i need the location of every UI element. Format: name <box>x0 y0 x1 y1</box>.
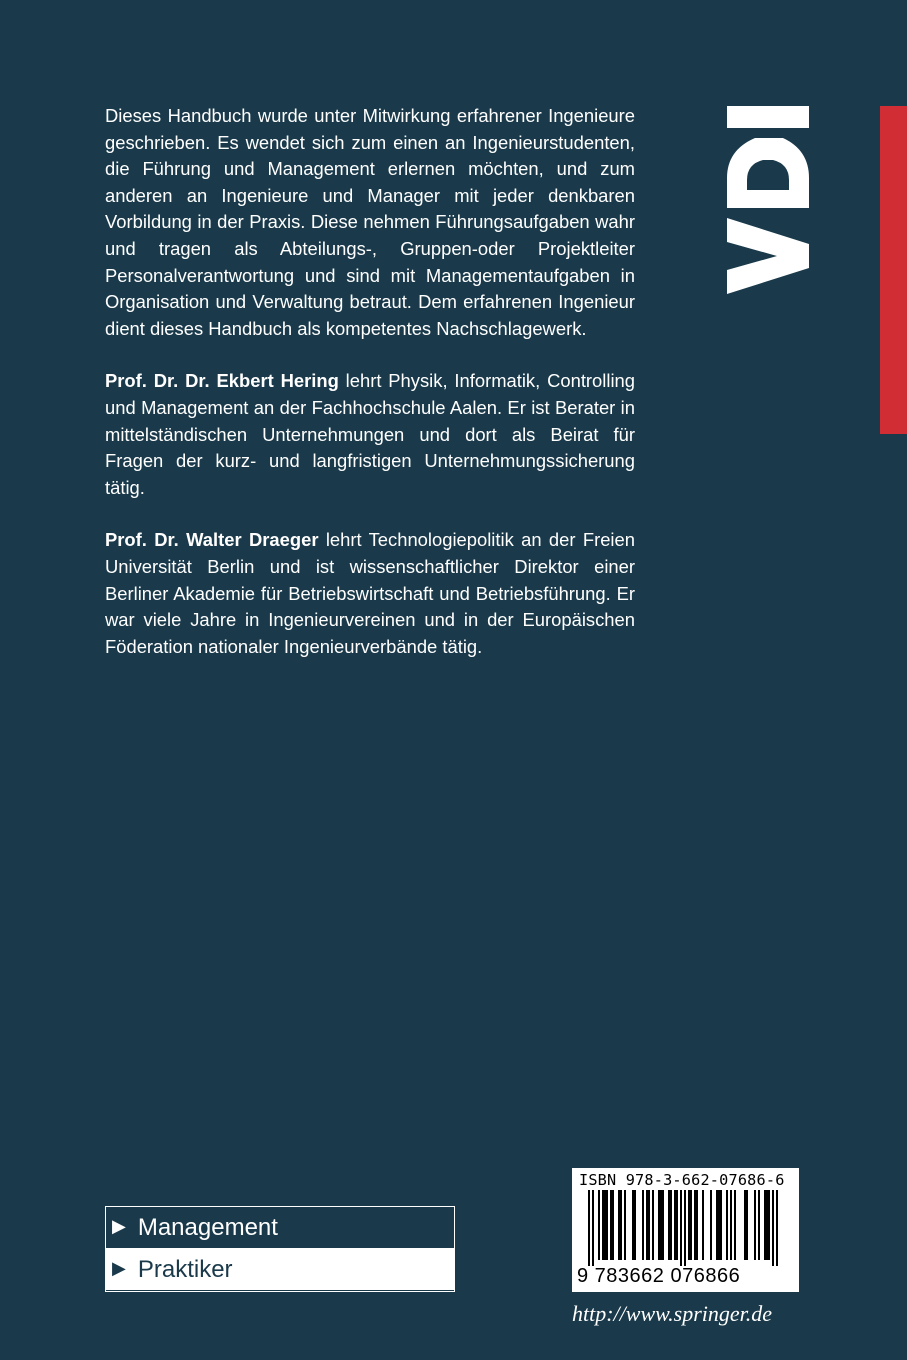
barcode-bar <box>710 1190 712 1260</box>
series-label: Praktiker <box>137 1255 233 1283</box>
author-name: Prof. Dr. Walter Draeger <box>105 529 319 551</box>
barcode-bar <box>688 1190 692 1260</box>
publisher-url: http://www.springer.de <box>572 1301 773 1326</box>
barcode-bar <box>602 1190 608 1260</box>
back-cover-text <box>105 103 635 686</box>
barcode-bar <box>646 1190 650 1260</box>
series-item-management <box>106 1207 454 1249</box>
barcode-bar <box>754 1190 756 1260</box>
barcode-bar <box>734 1190 736 1260</box>
barcode-bar <box>744 1190 748 1260</box>
barcode-bar <box>668 1190 672 1260</box>
author-bio: lehrt Technologiepolitik an der Freien Universität Berlin und ist wissenschaftlicher Direktor einer Berliner Akademie für Betriebswirtschaft und Betriebsführung. Er war viele Jahre in Ingenieurvereinen und in der Europäischen Föderation nationaler Ingenieurverbände tätig. <box>105 529 635 657</box>
barcode-bar <box>658 1190 664 1260</box>
barcode-bar <box>588 1190 590 1266</box>
author-bio-draeger <box>105 527 635 660</box>
barcode-bar <box>772 1190 774 1266</box>
barcode-bar <box>684 1190 686 1266</box>
barcode-bar <box>758 1190 760 1260</box>
barcode-bar <box>716 1190 722 1260</box>
barcode-bar <box>776 1190 778 1266</box>
barcode-bar <box>624 1190 626 1260</box>
barcode-bar <box>730 1190 732 1260</box>
barcode-bar <box>694 1190 698 1260</box>
author-bio-hering <box>105 368 635 501</box>
barcode-bar <box>598 1190 600 1260</box>
triangle-right-icon: ▶ <box>112 1216 126 1236</box>
author-bio: lehrt Physik, Informatik, Controlling und Management an der Fachhochschule Aalen. Er ist Berater in mittelständischen Unternehmungen und dort als Beirat für Fragen der kurz- und langfristigen Unternehmungssicherung tätig. <box>105 370 635 498</box>
series-item-praktiker <box>106 1249 454 1290</box>
barcode-bar <box>610 1190 614 1260</box>
description-paragraph: Dieses Handbuch wurde unter Mitwirkung erfahrener Ingenieure geschrieben. Es wendet sich zum einen an Ingenieurstudenten, die Führung und Management erlernen möchten, und zum anderen an Ingenieure und Manager mit jeder denkbaren Vorbildung in der Praxis. Diese nehmen Führungsaufgaben wahr und tragen als Abteilungs-, Gruppen-oder Projektleiter Personalverantwortung und sind mit Managementaufgaben in Organisation und Verwaltung betraut. Dem erfahrenen Ingenieur dient dieses Handbuch als kompetentes Nachschlagewerk. <box>105 105 635 339</box>
barcode-bar <box>702 1190 704 1260</box>
vdi-logo <box>727 106 809 294</box>
barcode-bar <box>726 1190 728 1260</box>
isbn-digits: 9 783662 076866 <box>577 1265 741 1287</box>
isbn-label: ISBN 978-3-662-07686-6 <box>579 1171 785 1189</box>
barcode-bar <box>674 1190 678 1260</box>
barcode-bars <box>578 1190 796 1266</box>
isbn-barcode <box>572 1168 799 1292</box>
barcode-bar <box>652 1190 654 1260</box>
barcode-bar <box>632 1190 636 1260</box>
series-box <box>105 1206 455 1292</box>
barcode-bar <box>642 1190 644 1260</box>
barcode-bar <box>680 1190 682 1266</box>
barcode-bar <box>618 1190 622 1260</box>
series-label: Management <box>137 1213 278 1241</box>
barcode-bar <box>592 1190 594 1266</box>
author-name: Prof. Dr. Dr. Ekbert Hering <box>105 370 339 392</box>
red-accent-bar <box>880 106 907 434</box>
barcode-bar <box>764 1190 770 1260</box>
triangle-right-icon: ▶ <box>112 1258 126 1278</box>
